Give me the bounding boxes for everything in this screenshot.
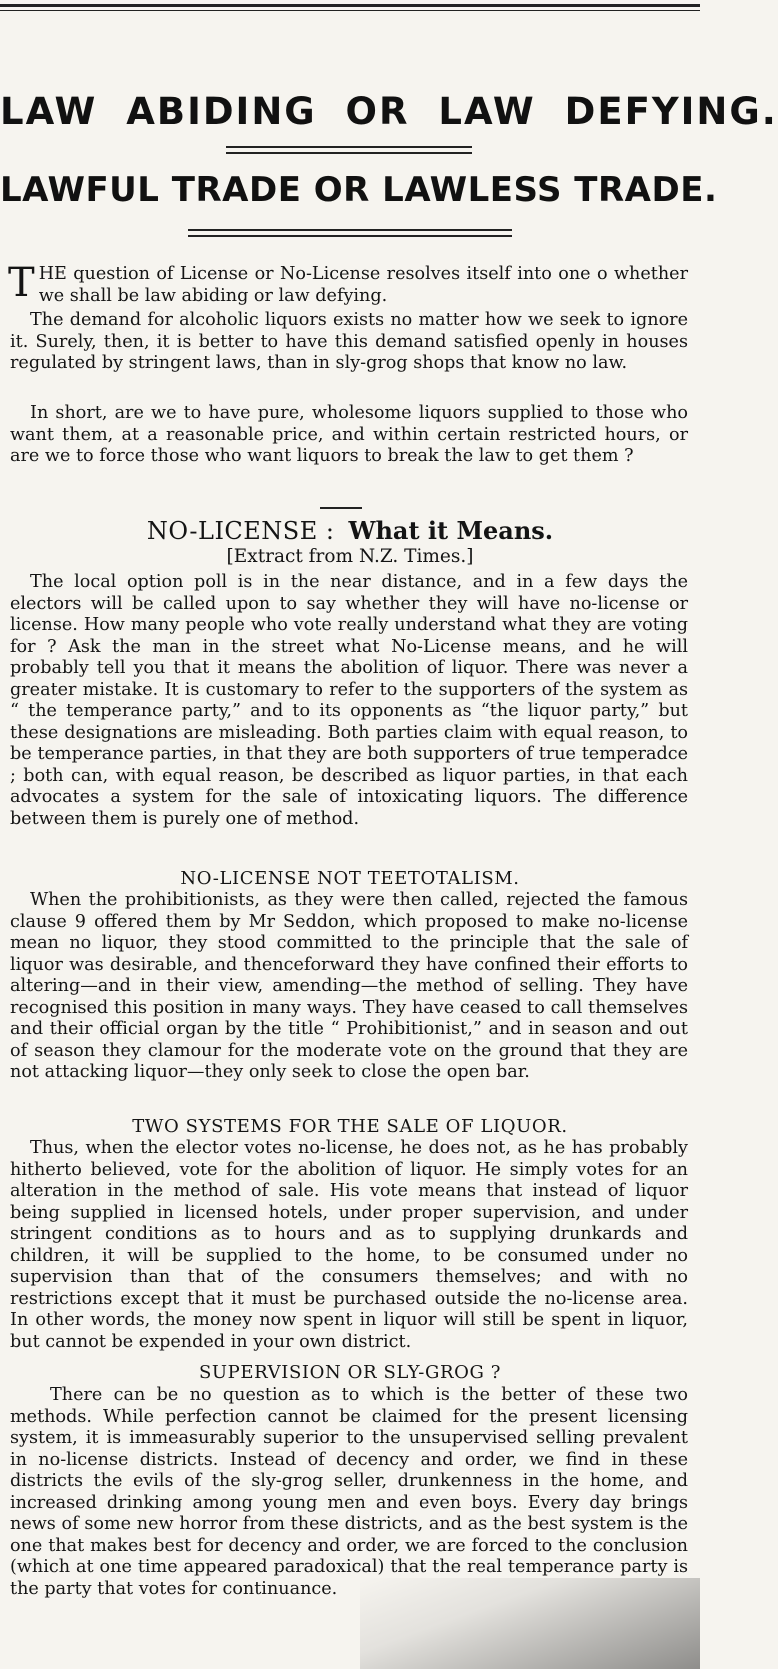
section-divider: [320, 507, 362, 509]
headline-lawful-trade: LAWFUL TRADE OR LAWLESS TRADE.: [0, 170, 718, 210]
article-paragraph-4: There can be no question as to which is the better of these two methods. While perfection cannot be claimed for the present licensing system, it is immeasurably superior to the unsupervised selling prevalent in no-license districts. Instead of decency and order, we find in these districts the evils of the sly-grog seller, drunkenness in the home, and increased drinking among young men and even boys. Every day brings news of some new horror from these districts, and as the best system is the one that makes best for decency and order, we are forced to the conclusion (which at one time appeared paradoxical) that the real temperance party is the party that votes for continuance.: [10, 1385, 688, 1599]
headline-divider-1b: [226, 152, 472, 154]
intro-paragraph-2: The demand for alcoholic liquors exists no matter how we seek to ignore it. Surely, then, it is better to have this demand satisfied openly in houses regulated by stringent laws, than in sly-grog shops that know no law.: [10, 310, 688, 373]
top-rule-thick: [0, 4, 700, 7]
top-rule-thin: [0, 10, 700, 11]
scan-shadow: [360, 1578, 700, 1669]
article-title: [0, 516, 700, 545]
drop-cap: T: [8, 260, 35, 306]
headline-divider-2a: [188, 229, 512, 231]
subheading-not-teetotalism: NO-LICENSE NOT TEETOTALISM.: [180, 868, 520, 889]
headline-divider-1a: [226, 146, 472, 148]
headline-law-abiding: LAW ABIDING OR LAW DEFYING.: [0, 90, 778, 133]
subheading-two-systems: TWO SYSTEMS FOR THE SALE OF LIQUOR.: [132, 1116, 568, 1137]
article-source: [Extract from N.Z. Times.]: [226, 546, 474, 567]
article-paragraph-3: Thus, when the elector votes no-license, he does not, as he has probably hitherto believed, vote for the abolition of liquor. He simply votes for an alteration in the method of sale. His vote means that instead of liquor being supplied in licensed hotels, under proper supervision, and under stringent conditions as to hours and as to supplying drunkards and children, it will be supplied to the home, to be consumed under no supervision than that of the consumers themselves; and with no restrictions except that it must be purchased outside the no-license area. In other words, the money now spent in liquor will still be spent in liquor, but cannot be expended in your own district.: [10, 1138, 688, 1352]
subheading-supervision: SUPERVISION OR SLY-GROG ?: [198, 1362, 502, 1383]
headline-divider-2b: [188, 235, 512, 237]
article-title-part1: NO-LICENSE :: [146, 517, 335, 545]
article-paragraph-1: The local option poll is in the near distance, and in a few days the electors will be called upon to say whether they will have no-license or license. How many people who vote really understand what they are voting for ? Ask the man in the street what No-License means, and he will probably tell you that it means the abolition of liquor. There was never a greater mistake. It is customary to refer to the supporters of the system as “ the temperance party,” and to its opponents as “the liquor party,” but these designations are misleading. Both parties claim with equal reason, to be temperance parties, in that they are both supporters of true temperadce ; both can, with equal reason, be described as liquor parties, in that each advocates a system for the sale of intoxicating liquors. The difference between them is purely one of method.: [10, 572, 688, 829]
article-title-part2: What it Means.: [348, 516, 554, 545]
article-paragraph-2: When the prohibitionists, as they were then called, rejected the famous clause 9 offered them by Mr Seddon, which proposed to make no-license mean no liquor, they stood committed to the principle that the sale of liquor was desirable, and thenceforward they have confined their efforts to altering—and in their view, amending—the method of selling. They have recognised this position in many ways. They have ceased to call themselves and their official organ by the title “ Prohibitionist,” and in season and out of season they clamour for the moderate vote on the ground that they are not attacking liquor—they only seek to close the open bar.: [10, 890, 688, 1082]
intro-paragraph-3: In short, are we to have pure, wholesome liquors supplied to those who want them, at a reasonable price, and within certain restricted hours, or are we to force those who want liquors to break the law to get them ?: [10, 403, 688, 466]
intro-paragraph-1: THE question of License or No-License resolves itself into one o whether we shall be law abiding or law defying.: [8, 260, 688, 306]
